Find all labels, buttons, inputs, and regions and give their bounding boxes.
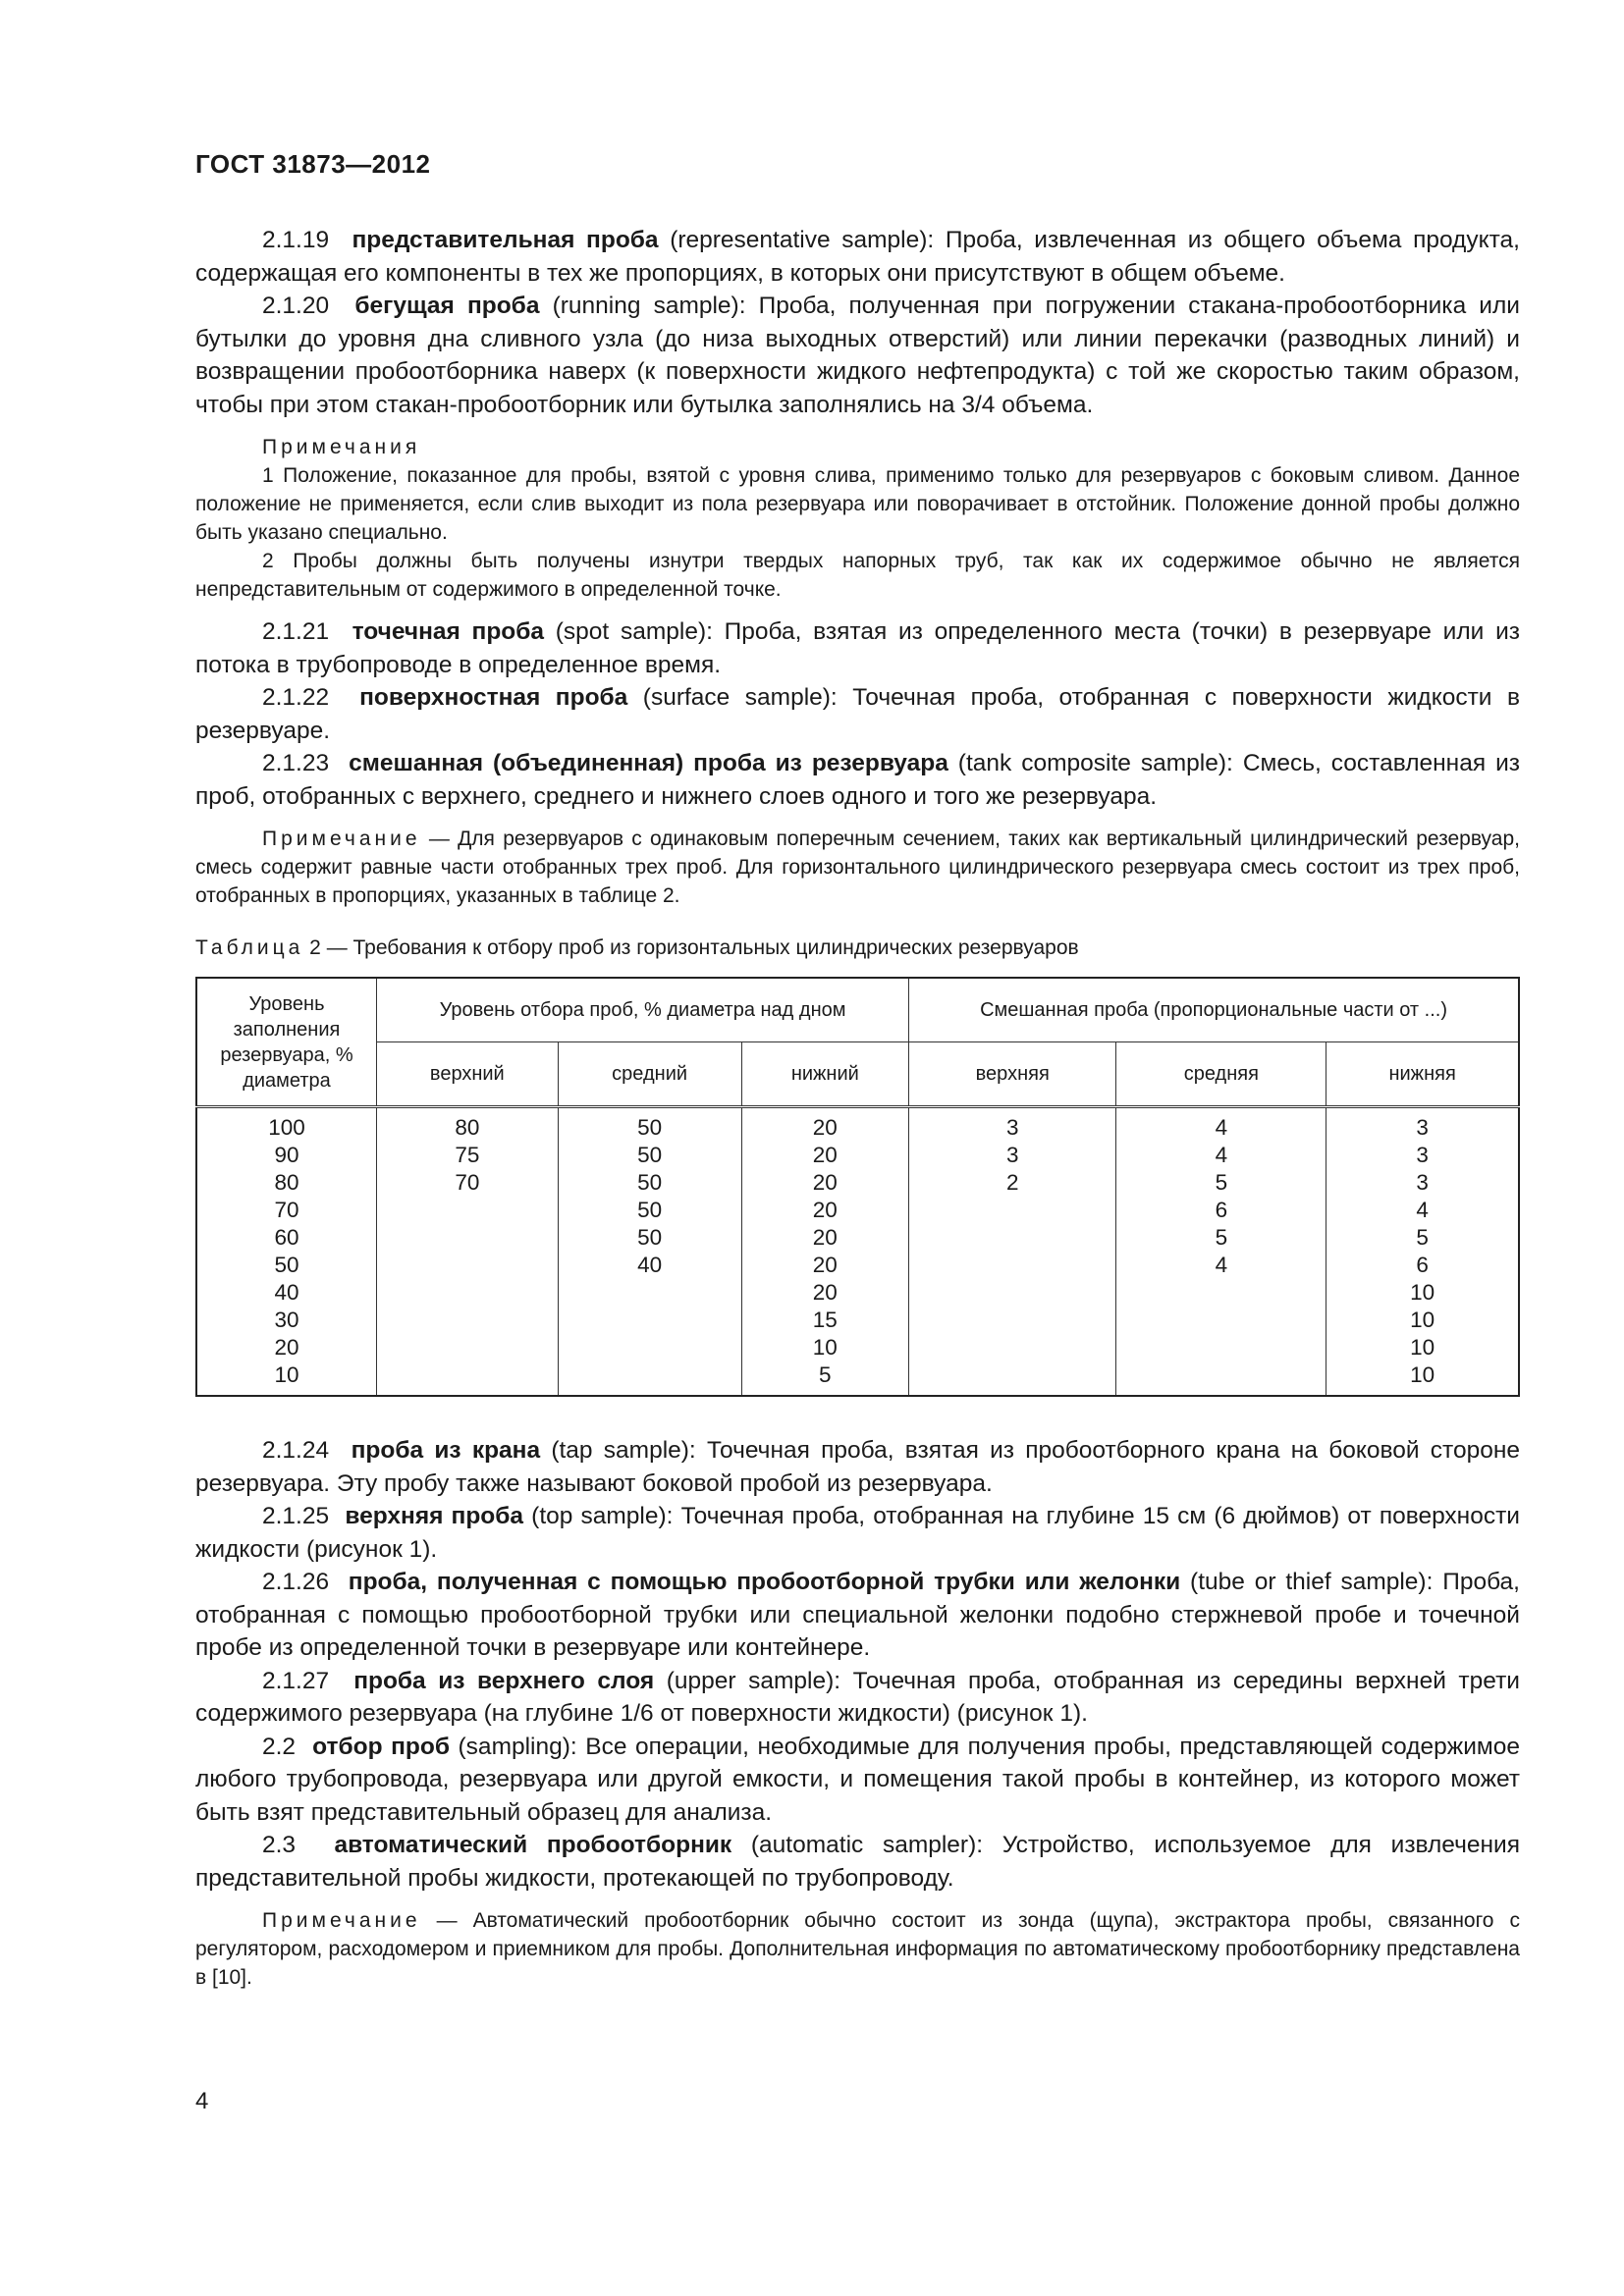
definition-2-2: 2.2 отбор проб (sampling): Все операции, необходимые для получения пробы, представляющей содержимое любого трубопровода, резервуара или другой емкости, и помещения такой пробы в контейнер, из которого может быть взят представительный образец для анализа. [195, 1733, 1520, 1826]
table-cell [381, 1197, 554, 1224]
column-lower-part [1326, 1107, 1519, 1397]
table-cell: 40 [274, 1280, 299, 1305]
table-cell: 50 [274, 1253, 299, 1277]
table-cell: 5 [1215, 1170, 1228, 1195]
table-cell: 5 [1416, 1225, 1429, 1250]
table-cell [381, 1307, 554, 1334]
table-cell: 4 [1215, 1253, 1228, 1277]
table-cell [563, 1362, 737, 1389]
table-cell [913, 1307, 1111, 1334]
table-cell: 5 [819, 1362, 832, 1387]
table-cell: 75 [455, 1143, 480, 1167]
table-cell: 20 [812, 1115, 838, 1140]
table-cell [381, 1362, 554, 1389]
table-cell [1120, 1279, 1322, 1307]
table-cell: 10 [1410, 1362, 1435, 1387]
table-cell: 100 [268, 1115, 305, 1140]
table-caption: Таблица 2 — Требования к отбору проб из горизонтальных цилиндрических резервуаров [195, 936, 1079, 959]
table-cell [381, 1224, 554, 1252]
definition-2-1-20: 2.1.20 бегущая проба (running sample): Проба, полученная при погружении стакана-пробоотборника или бутылки до уровня дна сливного узла (до низа выходных отверстий) или линии перекачки (разводных линий) и возвращении пробоотборника наверх (к поверхности жидкого нефтепродукта) с той же скоростью таким образом, чтобы при этом стакан-пробоотборник или бутылка заполнялись на 3/4 объема. [195, 293, 1520, 418]
table-cell: 20 [812, 1143, 838, 1167]
table-cell: 6 [1416, 1253, 1429, 1277]
notes-block-1 [195, 433, 1520, 604]
definition-2-1-24: 2.1.24 проба из крана (tap sample): Точечная проба, взятая из пробоотборного крана на боковой стороне резервуара. Эту пробу также называют боковой пробой из резервуара. [195, 1437, 1520, 1497]
table-cell [913, 1252, 1111, 1279]
table-cell: 10 [812, 1335, 838, 1360]
table-cell: 80 [274, 1170, 299, 1195]
table-cell [913, 1362, 1111, 1389]
sampling-requirements-table [195, 977, 1520, 1397]
header-sampling-level-group: Уровень отбора проб, % диаметра над дном [377, 978, 909, 1042]
table-cell [381, 1334, 554, 1362]
subheader-middle: средний [558, 1042, 741, 1107]
table-cell: 20 [812, 1225, 838, 1250]
table-cell: 3 [1416, 1115, 1429, 1140]
table-cell: 50 [637, 1225, 663, 1250]
definition-2-1-27: 2.1.27 проба из верхнего слоя (upper sample): Точечная проба, отобранная из середины верхней трети содержимого резервуара (на глубине 1/6 от поверхности жидкости) (рисунок 1). [195, 1667, 1520, 1727]
table-cell: 20 [274, 1335, 299, 1360]
note-tank-composite: Примечание — Для резервуаров с одинаковым поперечным сечением, таких как вертикальный цилиндрический резервуар, смесь содержит равные части отобранных трех проб. Для горизонтального цилиндрического резервуара смесь состоит из трех проб, отобранных в пропорциях, указанных в таблице 2. [195, 828, 1520, 907]
table-cell: 80 [455, 1115, 480, 1140]
table-cell: 20 [812, 1170, 838, 1195]
table-cell: 15 [812, 1308, 838, 1332]
note-block-2 [195, 825, 1520, 910]
table-cell [913, 1279, 1111, 1307]
definitions-after-table [195, 1434, 1520, 1895]
table-cell [1120, 1362, 1322, 1389]
subheader-lower: нижний [741, 1042, 909, 1107]
table-cell: 50 [637, 1143, 663, 1167]
table-cell: 50 [637, 1170, 663, 1195]
note-1: 1 Положение, показанное для пробы, взятой с уровня слива, применимо только для резервуаров с боковым сливом. Данное положение не применяется, если слив выходит из пола резервуара или поворачивает в отстойник. Положение донной пробы должно быть указано специально. [195, 464, 1520, 544]
subheader-middle-part: средняя [1116, 1042, 1326, 1107]
note-automatic-sampler: Примечание — Автоматический пробоотборник обычно состоит из зонда (щупа), экстрактора пробы, связанного с регулятором, расходомером и приемником для пробы. Дополнительная информация по автоматическому пробоотборнику представлена в [10]. [195, 1909, 1520, 1989]
table-cell [913, 1197, 1111, 1224]
table-cell [913, 1224, 1111, 1252]
table-cell: 4 [1416, 1198, 1429, 1222]
table-cell: 50 [637, 1115, 663, 1140]
table-cell [381, 1252, 554, 1279]
page-number: 4 [195, 2088, 209, 2114]
table-cell: 3 [1005, 1115, 1019, 1140]
column-middle-part [1116, 1107, 1326, 1397]
table-cell: 4 [1215, 1115, 1228, 1140]
table-cell: 50 [637, 1198, 663, 1222]
table-cell: 10 [1410, 1308, 1435, 1332]
table-cell: 4 [1215, 1143, 1228, 1167]
subheader-upper-part: верхняя [909, 1042, 1116, 1107]
table-cell: 10 [1410, 1280, 1435, 1305]
table-cell: 60 [274, 1225, 299, 1250]
notes-heading: Примечания [262, 436, 421, 458]
header-composite-group: Смешанная проба (пропорциональные части от ...) [909, 978, 1519, 1042]
table-cell: 2 [1005, 1170, 1019, 1195]
table-cell: 3 [1005, 1143, 1019, 1167]
definition-2-1-25: 2.1.25 верхняя проба (top sample): Точечная проба, отобранная на глубине 15 см (6 дюймов) от поверхности жидкости (рисунок 1). [195, 1503, 1520, 1563]
table-cell: 40 [637, 1253, 663, 1277]
column-upper-part [909, 1107, 1116, 1397]
table-cell: 30 [274, 1308, 299, 1332]
table-cell: 90 [274, 1143, 299, 1167]
page-content [195, 224, 1520, 2003]
definition-2-1-22: 2.1.22 поверхностная проба (surface sample): Точечная проба, отобранная с поверхности жидкости в резервуаре. [195, 684, 1520, 744]
table-cell: 20 [812, 1198, 838, 1222]
definition-2-3: 2.3 автоматический пробоотборник (automatic sampler): Устройство, используемое для извлечения представительной пробы жидкости, протекающей по трубопроводу. [195, 1832, 1520, 1892]
table-cell: 20 [812, 1280, 838, 1305]
table-cell: 70 [455, 1170, 480, 1195]
column-lower [741, 1107, 909, 1397]
note-2: 2 Пробы должны быть получены изнутри твердых напорных труб, так как их содержимое обычно не является непредставительным от содержимого в определенной точке. [195, 550, 1520, 601]
table-cell: 10 [1410, 1335, 1435, 1360]
table-cell [563, 1334, 737, 1362]
table-cell [1120, 1334, 1322, 1362]
table-cell [563, 1307, 737, 1334]
definition-2-1-19: 2.1.19 представительная проба (representative sample): Проба, извлеченная из общего объема продукта, содержащая его компоненты в тех же пропорциях, в которых они присутствуют в общем объеме. [195, 227, 1520, 287]
table-cell: 10 [274, 1362, 299, 1387]
column-fill-level [196, 1107, 377, 1397]
header-fill-level: Уровень заполнения резервуара, % диаметра [196, 978, 377, 1107]
note-block-3 [195, 1906, 1520, 1992]
table-cell [913, 1334, 1111, 1362]
table-cell: 3 [1416, 1170, 1429, 1195]
subheader-lower-part: нижняя [1326, 1042, 1519, 1107]
table-cell [381, 1279, 554, 1307]
definition-2-1-23: 2.1.23 смешанная (объединенная) проба из резервуара (tank composite sample): Смесь, составленная из проб, отобранных с верхнего, среднего и нижнего слоев одного и того же резервуара. [195, 750, 1520, 810]
table-cell: 20 [812, 1253, 838, 1277]
definition-2-1-21: 2.1.21 точечная проба (spot sample): Проба, взятая из определенного места (точки) в резервуаре или из потока в трубопроводе в определенное время. [195, 618, 1520, 678]
definition-2-1-26: 2.1.26 проба, полученная с помощью пробоотборной трубки или желонки (tube or thief sample): Проба, отобранная с помощью пробоотборной трубки или специальной желонки подобно стержневой пробе и точечной пробе из определенной точки в резервуаре или контейнере. [195, 1569, 1520, 1661]
table-body-row [196, 1107, 1519, 1397]
table-cell [1120, 1307, 1322, 1334]
table-cell: 70 [274, 1198, 299, 1222]
document-header: ГОСТ 31873—2012 [195, 149, 431, 179]
table-cell [563, 1279, 737, 1307]
column-upper [377, 1107, 559, 1397]
table-cell: 6 [1215, 1198, 1228, 1222]
table-cell: 5 [1215, 1225, 1228, 1250]
column-middle [558, 1107, 741, 1397]
table-cell: 3 [1416, 1143, 1429, 1167]
subheader-upper: верхний [377, 1042, 559, 1107]
